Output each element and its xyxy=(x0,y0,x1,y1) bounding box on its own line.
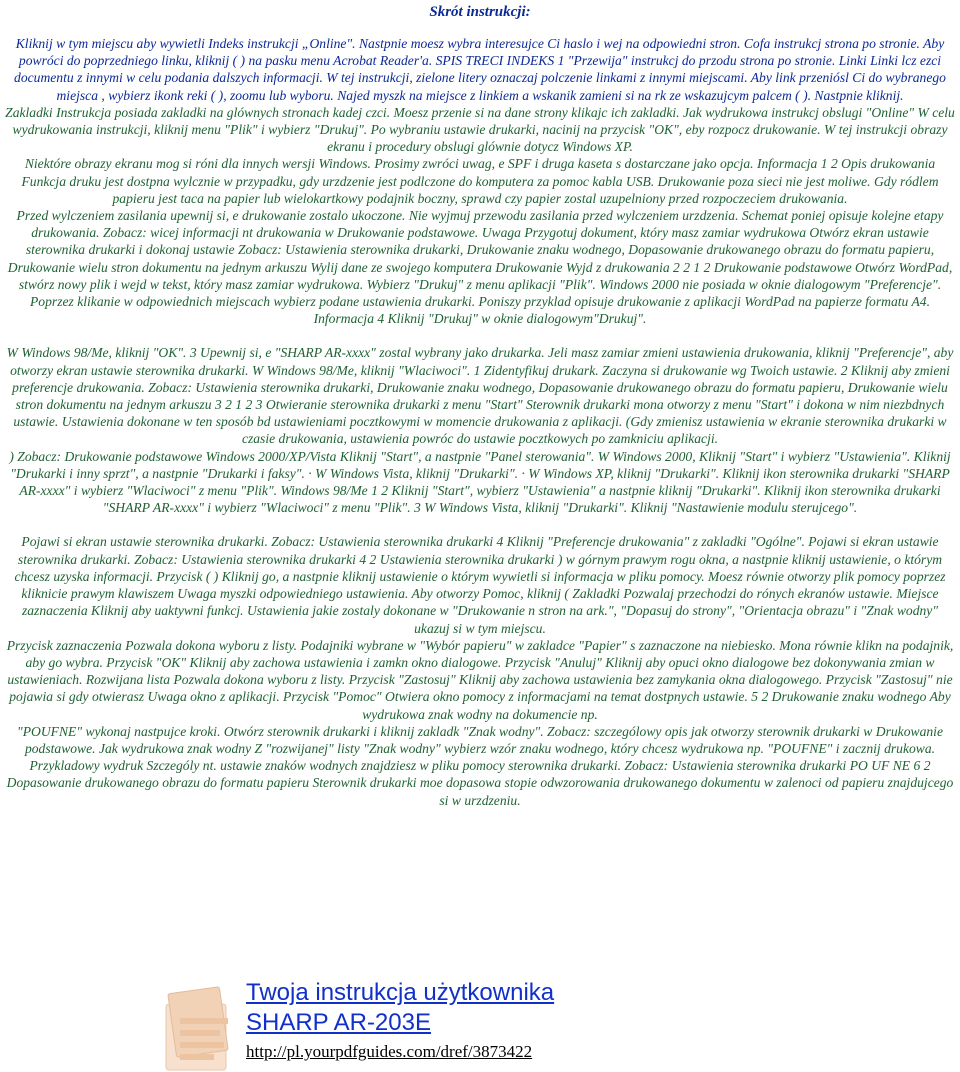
paragraph-spacer xyxy=(5,516,955,533)
instruction-paragraph: "POUFNE" wykonaj nastpujce kroki. Otwórz sterownik drukarki i kliknij zakladk "Znak wodny". Zobacz: szczególowy opis jak otworzy sterownik drukarki w Drukowanie podstawowe. Jak wydrukowa znak wodny Z "rozwijanej" listy "Znak wodny" wybierz wzór znaku wodnego, który chcesz wydrukowa np. "POUFNE" i zacznij drukowa. xyxy=(17,723,943,756)
instruction-paragraph: W Windows 98/Me, kliknij "OK". 3 Upewnij si, e "SHARP AR-xxxx" zostal wybrany jako drukarka. Jeli masz zamiar zmieni ustawienia drukowania, kliknij "Preferencje", aby otworzy ekran ustawie sterownika drukarki. W Windows 98/Me, kliknij "Wlaciwoci". 1 Zidentyfikuj drukark. Zaczyna si drukowanie wg Twoich ustawie. 2 Kliknij aby zmieni preferencje drukowania. Zobacz: Ustawienia sterownika drukarki, Drukowanie znaku wodnego, Dopasowanie drukowanego obrazu do formatu papieru, Drukowanie wielu stron dokumentu na jednym arkuszu 3 2 1 2 3 Otwieranie sterownika drukarki z menu "Start" Sterownik drukarki mona otworzy z menu "Start" i dokona w nim niezbdnych ustawie. Ustawienia dokonane w ten sposób bd ustawieniami pocztkowymi w momencie drukowania z aplikacji. (Gdy zmienisz ustawienia w ekranie sterownika drukarki w czasie drukowania, ustawienia powróc do ustawie pocztkowych po zamkniciu aplikacji. xyxy=(6,345,954,447)
manual-model-link[interactable]: SHARP AR-203E xyxy=(246,1009,431,1036)
instruction-paragraph: Przykladowy wydruk Szczególy nt. ustawie znaków wodnych znajdziesz w pliku pomocy sterownika drukarki. Zobacz: Ustawienia sterownika drukarki PO UF NE 6 2 Dopasowanie drukowanego obrazu do formatu papieru Sterownik drukarki moe dopasowa stopie odwzorowania drukowanego dokumentu w zalenoci od papieru znajdujcego si w urzdzeniu. xyxy=(6,758,954,808)
instruction-paragraph: ) Zobacz: Drukowanie podstawowe Windows 2000/XP/Vista Kliknij "Start", a nastpnie "Panel sterowania". W Windows 2000, Kliknij "Start" i wybierz "Ustawienia". Kliknij "Drukarki i inny sprzt", a nastpnie "Drukarki i faksy". · W Windows Vista, kliknij "Drukarki". · W Windows XP, kliknij "Drukarki". Kliknij ikon sterownika drukarki "SHARP AR-xxxx" i wybierz "Wlaciwoci" z menu "Plik". Windows 98/Me 1 2 Kliknij "Start", wybierz "Ustawienia" a nastpnie kliknij "Drukarki". Kliknij ikon sterownika drukarki "SHARP AR-xxxx" i wybierz "Wlaciwoci" z menu "Plik". 3 W Windows Vista, kliknij "Drukarki". Kliknij "Nastawienie modulu sterujcego". xyxy=(9,448,951,516)
instruction-paragraph: Pojawi si ekran ustawie sterownika drukarki. Zobacz: Ustawienia sterownika drukarki 4 Kliknij "Preferencje drukowania" z zakladki "Ogólne". Pojawi si ekran ustawie sterownika drukarki. Zobacz: Ustawienia sterownika drukarki 4 2 Ustawienia sterownika drukarki ) w górnym prawym rogu okna, a nastpnie kliknij ustawienie, o którym chcesz uzyska informacji. Przycisk ( ) Kliknij go, a nastpnie kliknij ustawienie o którym wywietli si informacja w pliku pomocy. Moesz równie otworzy plik pomocy poprzez kliknicie prawym klawiszem Uwaga myszki odpowiedniego ustawienia. Aby otworzy Pomoc, kliknij ( Zakladki Pozwalaj przechodzi do rónych ekranów ustawie. Miejsce zaznaczenia Kliknij aby uaktywni funkcj. Ustawienia jakie zostaly dokonane w "Drukowanie n stron na ark.", "Dopasuj do strony", "Orientacja obrazu" i "Znak wodny" ukazuj si w tym miejscu. xyxy=(14,534,946,636)
instruction-paragraph: Zakladki Instrukcja posiada zakladki na glównych stronach kadej czci. Moesz przenie si na dane strony klikajc ich zakladki. Jak wydrukowa instrukcj obslugi "Online" W celu wydrukowania instrukcji, kliknij menu "Plik" i wybierz "Drukuj". Po wybraniu ustawie drukarki, nacinij na przycisk "OK", eby rozpocz drukowanie. W tej instrukcji obrazy ekranu i procedury obslugi glównie dotycz Windows XP. xyxy=(5,104,955,155)
manual-title-link[interactable]: Twoja instrukcja użytkownika xyxy=(246,979,555,1006)
manual-footer xyxy=(158,978,758,1070)
instruction-paragraph: Przed wylczeniem zasilania upewnij si, e drukowanie zostalo ukoczone. Nie wyjmuj przewodu zasilania przed wylczeniem urzdzenia. Schemat poniej opisuje kolejne etapy drukowania. Zobacz: wicej informacji nt drukowania w Drukowanie podstawowe. Uwaga Przygotuj dokument, który masz zamiar wydrukowa Otwórz ekran ustawie sterownika drukarki i dokonaj ustawie Zobacz: Ustawienia sterownika drukarki, Drukowanie znaku wodnego, Dopasowanie drukowanego obrazu do formatu papieru, Drukowanie wielu stron dokumentu na jednym arkuszu Wylij dane ze swojego komputera Drukowanie Wyjd z drukowania 2 2 1 2 Drukowanie podstawowe Otwórz WordPad, stwórz nowy plik i wejd w tekst, który masz zamiar wydrukowa. Wybierz "Drukuj" z menu aplikacji "Plik". Windows 2000 nie posiada w oknie dialogowym "Preferencje". Poprzez klikanie w odpowiednich miejscach wybierz podane ustawienia drukarki. Poniszy przyklad opisuje drukowanie z aplikacji WordPad na papierze formatu A4. Informacja 4 Kliknij "Drukuj" w oknie dialogowym"Drukuj". xyxy=(7,208,953,327)
footer-text-block xyxy=(246,978,554,1064)
instruction-paragraph: Przycisk zaznaczenia Pozwala dokona wyboru z listy. Podajniki wybrane w "Wybór papieru" w zakladce "Papier" s zaznaczone na niebiesko. Mona równie klikn na podajnik, aby go wybra. Przycisk "OK" Kliknij aby zachowa ustawienia i zamkn okno dialogowe. Przycisk "Anuluj" Kliknij aby opuci okno dialogowe bez dokonywania zmian w ustawieniach. Rozwijana lista Pozwala dokona wyboru z listy. Przycisk "Zastosuj" Kliknij aby zachowa ustawienia bez zamykania okna dialogowego. Przycisk "Zastosuj" nie pojawia si gdy otwierasz Uwaga okno z aplikacji. Przycisk "Pomoc" Otwiera okno pomocy z informacjami na temat dostpnych ustawie. 5 2 Drukowanie znaku wodnego Aby wydrukowa znak wodny na dokumencie np. xyxy=(6,637,954,722)
instruction-paragraph: Niektóre obrazy ekranu mog si róni dla innych wersji Windows. Prosimy zwróci uwag, e SPF i druga kaseta s dostarczane jako opcja. Informacja 1 2 Opis drukowania Funkcja druku jest dostpna wylcznie w przypadku, gdy urzdzenie jest podlczone do komputera za pomoc kabla USB. Drukowanie poza sieci nie jest moliwe. Gdy ródlem papieru jest taca na papier lub wielokartkowy podajnik boczny, sprawd czy papier zostal uzupelniony przed rozpoczeciem drukowania. xyxy=(21,156,939,206)
paragraph-spacer xyxy=(5,327,955,344)
document-title: Skrót instrukcji: xyxy=(429,4,531,20)
manual-url-link[interactable]: http://pl.yourpdfguides.com/dref/3873422 xyxy=(246,1042,533,1061)
instruction-paragraph: Kliknij w tym miejscu aby wywietli Indeks instrukcji „Online". Nastpnie moesz wybra interesujce Ci haslo i wej na odpowiedni stron. Cofa instrukcj strona po stronie. Aby powróci do poprzedniego linku, kliknij ( ) na pasku menu Acrobat Reader'a. SPIS TRECI INDEKS 1 "Przewija" instrukcj do przodu strona po stronie. Linki Linki lcz ezci documentu z innymi w celu podania dalszych informacji. W tej instrukcji, zielone litery oznaczaj polczenie linkami z innymi miejscami. Aby link przeniósl Ci do wybranego miejsca , wybierz ikonk reki ( ), zoomu lub wyboru. Najed myszk na miejsce z linkiem a wskanik zamieni si na rk ze wskazujcym palcem ( ). Nastpnie kliknij. xyxy=(14,36,946,103)
book-logo-icon xyxy=(158,984,236,1072)
instructions-body xyxy=(5,35,955,809)
